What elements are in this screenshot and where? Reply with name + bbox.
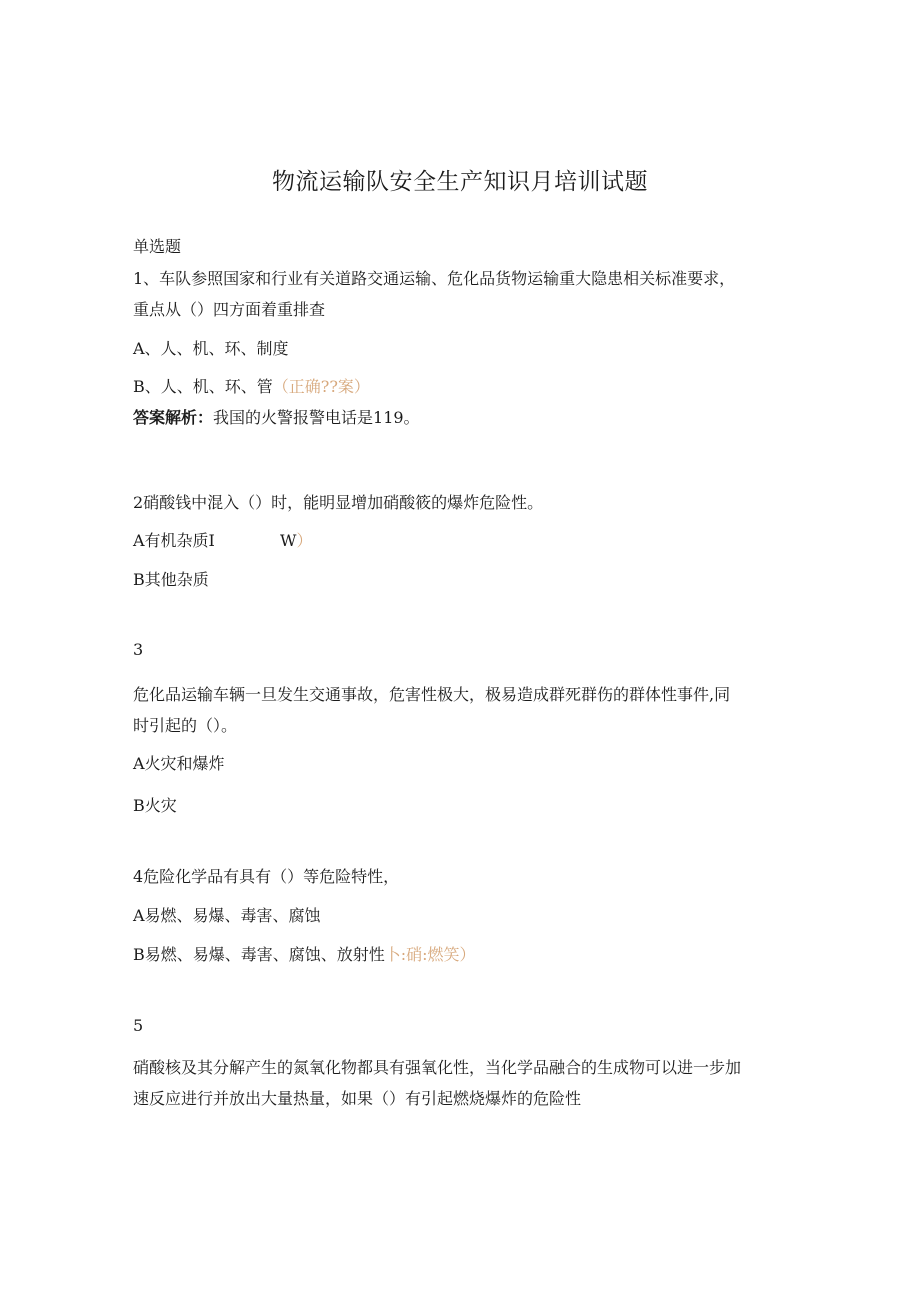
question-2-option-a: A有机杂质I [133, 531, 215, 550]
question-3-stem-line-1: 危化品运输车辆一旦发生交通事故，危害性极大，极易造成群死群伤的群体性事件,同 [133, 685, 731, 704]
question-3-option-b: B火灾 [133, 796, 177, 815]
question-3-number: 3 [133, 640, 144, 659]
analysis-label: 答案解析： [133, 408, 214, 427]
option-b-text: B、人、机、环、管 [133, 377, 273, 396]
question-5-stem-line-2: 速反应进行并放出大量热量，如果（）有引起燃烧爆炸的危险性 [133, 1089, 582, 1108]
page-title: 物流运输队安全生产知识月培训试题 [272, 169, 648, 195]
question-1-option-b [133, 374, 370, 397]
question-1-option-a: A、人、机、环、制度 [133, 339, 289, 358]
question-1-stem-line-2: 重点从（）四方面着重排查 [133, 300, 326, 319]
question-2-stem: 2硝酸钱中混入（）时，能明显增加硝酸筱的爆炸危险性。 [133, 493, 544, 512]
option-b-text: B易燃、易爆、毒害、腐蚀、放射性 [133, 945, 385, 964]
question-5-number: 5 [133, 1016, 144, 1035]
section-heading: 单选题 [133, 237, 182, 256]
correct-answer-mark: 卜:硝:燃笑） [384, 945, 476, 964]
question-4-option-a: A易燃、易爆、毒害、腐蚀 [133, 906, 321, 925]
question-2-option-a-mark [280, 528, 312, 551]
question-5-stem-line-1: 硝酸核及其分解产生的氮氧化物都具有强氧化性，当化学品融合的生成物可以进一步加 [133, 1058, 742, 1077]
question-3-option-a: A火灾和爆炸 [133, 754, 225, 773]
correct-answer-mark: （正确??案） [272, 377, 370, 396]
question-2-option-b: B其他杂质 [133, 570, 209, 589]
mark-paren: ） [296, 531, 313, 550]
question-4-stem: 4危险化学品有具有（）等危险特性， [133, 867, 400, 886]
analysis-text: 我国的火警报警电话是119。 [213, 408, 420, 427]
question-1-analysis [133, 405, 420, 428]
question-1-stem-line-1: 1、车队参照国家和行业有关道路交通运输、危化品货物运输重大隐患相关标准要求， [133, 269, 736, 288]
mark-letter: W [280, 531, 297, 550]
question-3-stem-line-2: 时引起的（）。 [133, 716, 238, 735]
question-4-option-b [133, 942, 476, 965]
